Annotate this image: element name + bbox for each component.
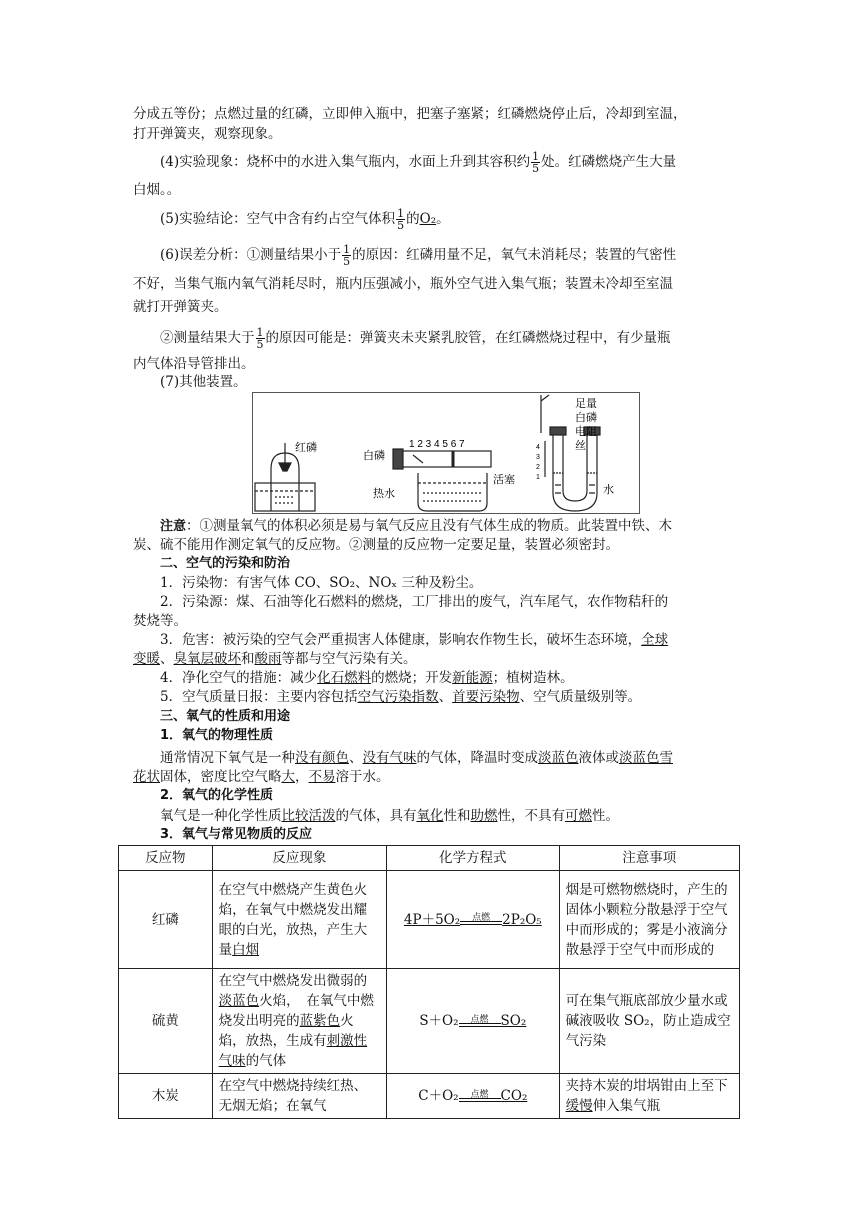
label-water: 水 [603, 484, 614, 496]
paragraph [160, 573, 760, 593]
heading-text: 3．氧气与常见物质的反应 [160, 827, 313, 842]
condition-arrow: 点燃 [460, 912, 502, 928]
table-header-row [119, 846, 740, 871]
equation-cell [387, 969, 560, 1074]
heading-3 [160, 707, 760, 727]
table-row [119, 871, 740, 969]
answer-text: 空气污染指数 [357, 689, 439, 705]
paragraph [160, 687, 760, 707]
label-scale: 1 2 3 4 5 6 7 [409, 439, 465, 450]
answer-text: 变暖 [133, 651, 160, 667]
text: 内气体沿导管排出。 [133, 356, 255, 372]
reaction-table [118, 845, 740, 1119]
answer-text: 大 [281, 769, 295, 785]
reactant-cell: 红磷 [119, 871, 213, 969]
condition-arrow: 点燃 [459, 1014, 501, 1030]
table-row [119, 969, 740, 1074]
text: 3．危害：被污染的空气会严重损害人体健康，影响农作物生长，破坏生态环境， [160, 632, 642, 648]
text: 性和 [443, 808, 471, 824]
equation-lhs: 4P＋5O₂ [403, 911, 461, 928]
answer-text: 不易 [308, 769, 336, 785]
paragraph [133, 767, 733, 787]
text: 焚烧等。 [133, 613, 187, 629]
answer-text: 白烟 [232, 941, 260, 958]
text: 的气体，降温时变成 [416, 750, 538, 766]
answer-text: 助燃 [470, 808, 498, 824]
equation-lhs: S＋O₂ [419, 1013, 459, 1029]
text: ②测量结果大于 [160, 330, 255, 346]
text: 性。 [592, 808, 619, 824]
heading-text: 二、空气的污染和防治 [160, 556, 291, 571]
label-wire: 丝 [575, 440, 586, 452]
text: (4)实验现象：烧杯中的水进入集气瓶内，水面上升到其容积约 [160, 154, 531, 170]
paragraph [133, 104, 733, 124]
answer-text: 化石燃料 [317, 670, 372, 686]
answer-text: 首要污染物 [452, 689, 520, 705]
paragraph [133, 354, 733, 374]
heading-text: 1．氧气的物理性质 [160, 728, 274, 743]
equation-cell [387, 871, 560, 969]
equation-rhs: CO₂ [500, 1088, 528, 1104]
paragraph [133, 180, 733, 200]
col-header: 注意事项 [559, 846, 739, 871]
text: 1．污染物：有害气体 CO、SO₂、NOₓ 三种及粉尘。 [160, 575, 483, 591]
text: 等都与空气污染有关。 [281, 651, 417, 667]
phenomenon-cell: 在空气中燃烧持续红热、无烟无焰；在氧气 [212, 1074, 386, 1119]
text: 炭、硫不能用作测定氧气的反应物。②测量的反应物一定要足量，装置必须密封。 [133, 537, 619, 553]
text: 性，不具有 [497, 808, 565, 824]
answer-text: 缓慢 [565, 1098, 593, 1114]
reactant-cell: 木炭 [119, 1074, 213, 1119]
label-white-phosphorus: 白磷 [363, 450, 385, 462]
phenomenon-cell: 在空气中燃烧发出微弱的淡蓝色火焰， 在氧气中燃烧发出明亮的蓝紫色火焰，放热，生成有刺激性气味的气体 [212, 969, 386, 1074]
section-5 [160, 208, 760, 231]
section-6-2 [160, 327, 760, 350]
section-4 [160, 151, 760, 174]
text: 打开弹簧夹，观察现象。 [133, 126, 282, 142]
text: 、 [160, 651, 174, 667]
paragraph [133, 611, 733, 631]
paragraph [133, 649, 733, 669]
paragraph [133, 124, 733, 144]
answer-text: 酸雨 [254, 651, 282, 667]
text: 。 [436, 211, 450, 227]
text: (7)其他装置。 [160, 374, 247, 390]
text: 、 [438, 689, 453, 705]
scale-num: 2 [536, 464, 540, 471]
scale-num: 3 [536, 454, 540, 461]
subheading [160, 726, 760, 746]
paragraph [160, 592, 760, 612]
text: ；植树造林。 [492, 670, 574, 686]
equation-cell [387, 1074, 560, 1119]
text: 固体，密度比空气略 [160, 769, 282, 785]
col-header: 反应物 [119, 846, 213, 871]
note-cell: 可在集气瓶底部放少量水或碱液吸收 SO₂，防止造成空气污染 [559, 969, 739, 1074]
paragraph [160, 668, 760, 688]
scale-num: 1 [536, 474, 540, 481]
equation-lhs: C＋O₂ [418, 1088, 459, 1104]
answer-text: 可燃 [565, 808, 592, 824]
section-6 [160, 244, 760, 267]
condition-arrow: 点燃 [459, 1089, 501, 1105]
text: 氧气是一种化学性质 [160, 808, 282, 824]
reactant-cell: 硫黄 [119, 969, 213, 1074]
label-enough: 足量 [575, 398, 597, 410]
text: 2．污染源：煤、石油等化石燃料的燃烧，工厂排出的废气，汽车尾气，农作物秸秆的 [160, 594, 669, 610]
answer-text: 没有气味 [362, 750, 417, 766]
subheading [160, 786, 760, 806]
heading-2 [160, 554, 760, 574]
section-7 [160, 372, 760, 392]
text: 的原因：红磷用量不足，氧气未消耗尽；装置的气密性 [352, 247, 677, 263]
text: (5)实验结论：空气中含有约占空气体积 [160, 211, 396, 227]
text: 和 [241, 651, 255, 667]
text: 液体或 [578, 750, 619, 766]
text: 、 [349, 750, 363, 766]
fraction: $\frac{1}{5}$ [343, 243, 351, 268]
text: 、空气质量级别等。 [519, 689, 642, 705]
text: ， [295, 769, 309, 785]
subheading [160, 825, 760, 845]
table-row [119, 1074, 740, 1119]
answer-text: 花状 [133, 769, 160, 785]
text: 5．空气质量日报：主要内容包括 [160, 689, 358, 705]
text: 4．净化空气的措施：减少 [160, 670, 318, 686]
text: 就打开弹簧夹。 [133, 299, 228, 315]
answer-text: O₂ [419, 211, 437, 227]
paragraph [133, 535, 733, 555]
text: 的原因可能是：弹簧夹未夹紧乳胶管，在红磷燃烧过程中，有少量瓶 [265, 330, 671, 346]
text: 的 [406, 211, 420, 227]
scale-num: 4 [536, 444, 540, 451]
text: 的燃烧；开发 [371, 670, 453, 686]
apparatus-drawing [253, 393, 639, 513]
apparatus-figure [252, 392, 640, 514]
label-resistor: 电阻 [575, 426, 597, 438]
note-cell: 夹持木炭的坩埚钳由上至下缓慢伸入集气瓶 [559, 1074, 739, 1119]
note-label: 注意 [160, 519, 187, 534]
answer-text: 新能源 [452, 670, 493, 686]
answer-text: 刺激性气味 [218, 1033, 368, 1069]
label-hot-water: 热水 [373, 488, 395, 500]
text: 的气体，具有 [335, 808, 417, 824]
answer-text: 臭氧层破坏 [173, 651, 241, 667]
equation-rhs: SO₂ [500, 1013, 527, 1029]
note-cell: 烟是可燃物燃烧时，产生的固体小颗粒分散悬浮于空气中而形成的；雾是小液滴分散悬浮于空气中而形成的 [559, 871, 739, 969]
paragraph [160, 806, 760, 826]
answer-text: 淡蓝色 [538, 750, 579, 766]
heading-text: 三、氧气的性质和用途 [160, 709, 291, 724]
answer-text: 淡蓝色 [218, 993, 260, 1009]
label-white-p: 白磷 [575, 412, 597, 424]
paragraph [160, 630, 760, 650]
label-piston: 活塞 [493, 474, 515, 486]
text: 通常情况下氧气是一种 [160, 750, 295, 766]
fraction: $\frac{1}{5}$ [256, 326, 264, 351]
answer-text: 氧化 [416, 808, 444, 824]
answer-text: 没有颜色 [295, 750, 349, 766]
text: 溶于水。 [335, 769, 390, 785]
equation-rhs: 2P₂O₅ [502, 911, 542, 928]
fraction: $\frac{1}{5}$ [532, 150, 540, 175]
text: 分成五等份；点燃过量的红磷，立即伸入瓶中，把塞子塞紧；红磷燃烧停止后，冷却到室温， [133, 106, 687, 122]
paragraph [160, 748, 760, 768]
heading-text: 2．氧气的化学性质 [160, 788, 274, 803]
label-red-phosphorus: 红磷 [295, 442, 317, 454]
col-header: 反应现象 [212, 846, 386, 871]
note-line [160, 516, 760, 537]
answer-text: 淡蓝色雪 [619, 750, 673, 766]
fraction: $\frac{1}{5}$ [397, 207, 405, 232]
col-header: 化学方程式 [387, 846, 560, 871]
text: ：①测量氧气的体积必须是易与氧气反应且没有气体生成的物质。此装置中铁、木 [186, 518, 673, 534]
answer-text: 比较活泼 [281, 808, 336, 824]
text: 白烟。。 [133, 182, 181, 198]
paragraph [133, 274, 733, 294]
answer-text: 全球 [641, 632, 669, 648]
phenomenon-cell: 在空气中燃烧产生黄色火焰，在氧气中燃烧发出耀眼的白光，放热，产生大量白烟 [212, 871, 386, 969]
text: (6)误差分析：①测量结果小于 [160, 247, 342, 263]
text: 处。红磷燃烧产生大量 [541, 154, 677, 170]
answer-text: 蓝紫色 [299, 1013, 341, 1029]
paragraph [133, 297, 733, 317]
text: 不好，当集气瓶内氧气消耗尽时，瓶内压强减小，瓶外空气进入集气瓶；装置未冷却至室温 [133, 276, 673, 292]
tube-apparatus [393, 449, 491, 511]
